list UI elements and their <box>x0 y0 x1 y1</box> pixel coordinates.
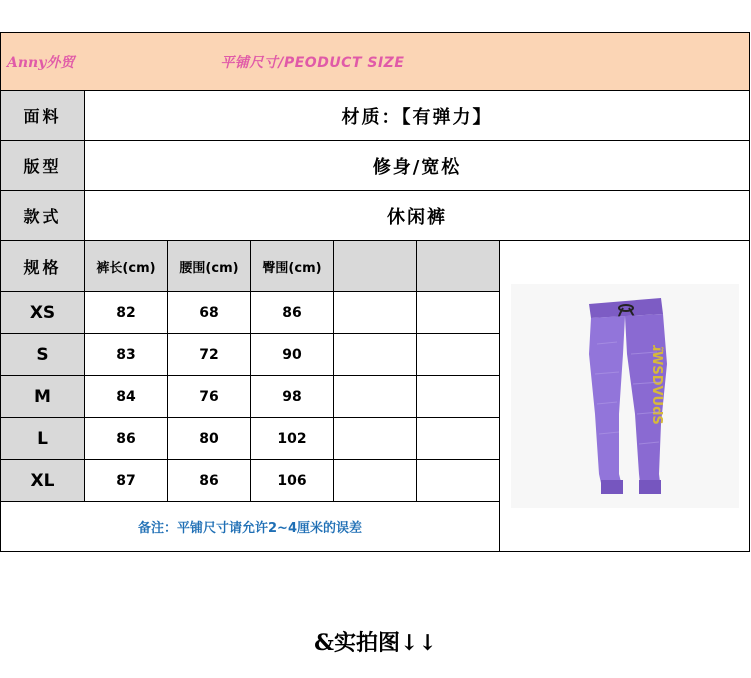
hip-xl: 106 <box>251 460 334 502</box>
column-header-empty-1 <box>334 241 417 292</box>
empty-cell <box>334 460 417 502</box>
style-row <box>1 191 750 241</box>
length-m: 84 <box>85 376 168 418</box>
style-label: 款式 <box>1 191 85 241</box>
fabric-row <box>1 91 750 141</box>
column-header-waist: 腰围(cm) <box>168 241 251 292</box>
empty-cell <box>417 292 500 334</box>
size-xl: XL <box>1 460 85 502</box>
column-header-row <box>1 241 750 292</box>
fabric-value: 材质：【有弹力】 <box>85 91 750 141</box>
hip-xs: 86 <box>251 292 334 334</box>
length-xl: 87 <box>85 460 168 502</box>
waist-l: 80 <box>168 418 251 460</box>
measurement-note: 备注：平铺尺寸请允许2~4厘米的误差 <box>1 502 500 552</box>
style-value: 休闲裤 <box>85 191 750 241</box>
length-s: 83 <box>85 334 168 376</box>
spec-label: 规格 <box>1 241 85 292</box>
empty-cell <box>417 376 500 418</box>
brand-name: Anny外贸 <box>7 54 75 71</box>
size-l: L <box>1 418 85 460</box>
waist-xl: 86 <box>168 460 251 502</box>
waist-s: 72 <box>168 334 251 376</box>
purple-jogger-pants-photo-icon <box>511 284 739 508</box>
product-photo <box>500 284 749 508</box>
size-chart <box>0 32 749 554</box>
hip-m: 98 <box>251 376 334 418</box>
empty-cell <box>334 376 417 418</box>
empty-cell <box>334 292 417 334</box>
fit-value: 修身/宽松 <box>85 141 750 191</box>
header-row <box>1 33 750 91</box>
real-photo-heading: &实拍图↓↓ <box>314 630 437 656</box>
size-m: M <box>1 376 85 418</box>
fit-row <box>1 141 750 191</box>
waist-m: 76 <box>168 376 251 418</box>
waist-xs: 68 <box>168 292 251 334</box>
column-header-length: 裤长(cm) <box>85 241 168 292</box>
length-xs: 82 <box>85 292 168 334</box>
hip-s: 90 <box>251 334 334 376</box>
fit-label: 版型 <box>1 141 85 191</box>
empty-cell <box>334 334 417 376</box>
empty-cell <box>417 418 500 460</box>
svg-text:ɹ̃WSDVUdS: ɹ̃WSDVUdS <box>648 344 664 425</box>
column-header-empty-2 <box>417 241 500 292</box>
size-chart-table <box>0 32 750 552</box>
column-header-hip: 臀围(cm) <box>251 241 334 292</box>
size-xs: XS <box>1 292 85 334</box>
size-s: S <box>1 334 85 376</box>
empty-cell <box>334 418 417 460</box>
chart-title: 平铺尺寸/PEODUCT SIZE <box>220 54 405 71</box>
fabric-label: 面料 <box>1 91 85 141</box>
empty-cell <box>417 334 500 376</box>
product-image-cell <box>500 241 750 552</box>
hip-l: 102 <box>251 418 334 460</box>
length-l: 86 <box>85 418 168 460</box>
empty-cell <box>417 460 500 502</box>
